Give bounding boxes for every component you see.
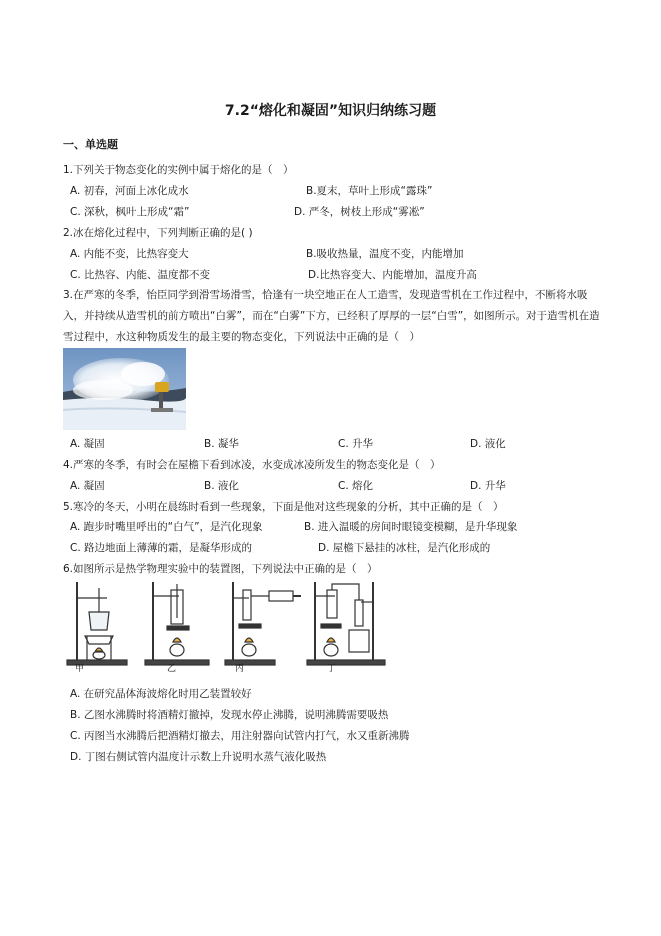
figure-label-yi: 乙 xyxy=(167,664,177,674)
question-4-option-c: C. 熔化 xyxy=(338,480,374,492)
question-2-option-b: B.吸收热量，温度不变，内能增加 xyxy=(306,248,464,260)
question-4-option-d: D. 升华 xyxy=(470,480,506,492)
apparatus-bing xyxy=(225,582,301,665)
question-6-option-d: D. 丁图右侧试管内温度计示数上升说明水蒸气液化吸热 xyxy=(70,751,327,763)
question-2-option-a: A. 内能不变，比热容变大 xyxy=(70,248,189,260)
question-3-stem: 3.在严寒的冬季，怡臣同学到滑雪场滑雪，恰逢有一块空地正在人工造雪，发现造雪机在工作过程中，不断将水吸入，并持续从造雪机的前方喷出“白雾”，而在“白雾”下方，已经积了厚厚的一层“白雪”，如图所示。对于造雪机在造雪过程中，水这种物质发生的最主要的物态变化，下列说法中正确的是（ ） xyxy=(63,289,600,343)
question-4-option-b: B. 液化 xyxy=(204,480,239,492)
apparatus-yi xyxy=(145,582,209,665)
question-4-stem: 4.严寒的冬季，有时会在屋檐下看到冰凌，水变成冰凌所发生的物态变化是（ ） xyxy=(63,459,441,471)
question-1-option-c: C. 深秋，枫叶上形成“霜” xyxy=(70,206,190,218)
question-1-option-d: D. 严冬，树枝上形成“雾凇” xyxy=(294,206,425,218)
section-heading: 一、单选题 xyxy=(63,138,118,151)
question-5-option-c: C. 路边地面上薄薄的霜，是凝华形成的 xyxy=(70,542,253,554)
question-1-option-a: A. 初春，河面上冰化成水 xyxy=(70,185,189,197)
question-1-option-b: B.夏末，草叶上形成“露珠” xyxy=(306,185,433,197)
question-3-option-b: B. 凝华 xyxy=(204,438,239,450)
apparatus-jia xyxy=(67,582,127,665)
question-5-stem: 5.寒冷的冬天，小明在晨练时看到一些现象，下面是他对这些现象的分析，其中正确的是（ ） xyxy=(63,501,504,513)
figure-label-jia: 甲 xyxy=(75,664,85,674)
apparatus-ding xyxy=(307,582,385,665)
page-title: 7.2“熔化和凝固”知识归纳练习题 xyxy=(224,103,437,119)
question-2-stem: 2.冰在熔化过程中，下列判断正确的是( ) xyxy=(63,227,253,239)
figure-label-bing: 丙 xyxy=(235,664,245,674)
question-2-option-d: D.比热容变大、内能增加，温度升高 xyxy=(308,269,477,281)
question-5-option-d: D. 屋檐下悬挂的冰柱，是汽化形成的 xyxy=(318,542,491,554)
figure-label-ding: 丁 xyxy=(327,664,337,674)
question-5-option-a: A. 跑步时嘴里呼出的“白气”，是汽化现象 xyxy=(70,521,263,533)
question-6-option-b: B. 乙图水沸腾时将酒精灯撤掉，发现水停止沸腾，说明沸腾需要吸热 xyxy=(70,709,389,721)
question-6-option-a: A. 在研究晶体海波熔化时用乙装置较好 xyxy=(70,688,252,700)
question-3-option-d: D. 液化 xyxy=(470,438,506,450)
question-2-option-c: C. 比热容、内能、温度都不变 xyxy=(70,269,211,281)
question-6-option-c: C. 丙图当水沸腾后把酒精灯撤去，用注射器向试管内打气，水又重新沸腾 xyxy=(70,730,410,742)
experiment-apparatus-figure xyxy=(63,578,403,678)
question-3-option-a: A. 凝固 xyxy=(70,438,105,450)
question-1-stem: 1.下列关于物态变化的实例中属于熔化的是（ ） xyxy=(63,164,294,176)
snow-machine-photo xyxy=(63,348,186,430)
question-6-stem: 6.如图所示是热学物理实验中的装置图，下列说法中正确的是（ ） xyxy=(63,563,378,575)
question-3-option-c: C. 升华 xyxy=(338,438,374,450)
question-5-option-b: B. 进入温暖的房间时眼镜变模糊，是升华现象 xyxy=(304,521,518,533)
question-4-option-a: A. 凝固 xyxy=(70,480,105,492)
